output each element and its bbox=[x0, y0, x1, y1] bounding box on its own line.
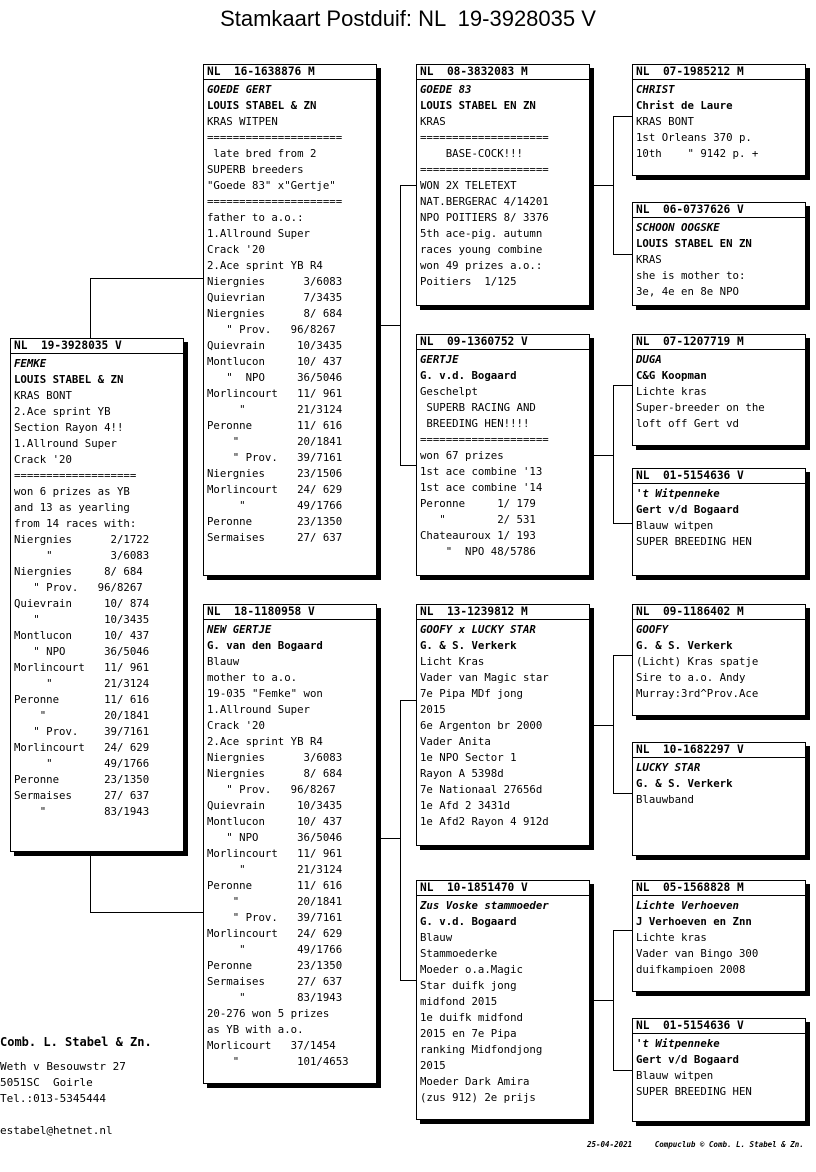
info-line: 3e, 4e en 8e NPO bbox=[636, 285, 739, 298]
info-line: father to a.o.: bbox=[207, 211, 304, 224]
ancestor-fff-card bbox=[632, 64, 806, 176]
footer-credit bbox=[587, 1140, 804, 1149]
info-line: 10th " 9142 p. + bbox=[636, 147, 759, 160]
info-line: " Prov. 96/8267 bbox=[207, 323, 336, 336]
info-line: WON 2X TELETEXT bbox=[420, 179, 517, 192]
info-line: Niergnies 3/6083 bbox=[207, 275, 343, 288]
info-line: KRAS bbox=[636, 253, 662, 266]
ring-number: NL 01-5154636 V bbox=[633, 1019, 805, 1034]
info-line: 1.Allround Super bbox=[207, 227, 310, 240]
info-line: midfond 2015 bbox=[420, 995, 498, 1008]
info-line: " 49/1766 bbox=[207, 943, 343, 956]
info-line: " 2/ 531 bbox=[420, 513, 536, 526]
info-line: " 101/4653 bbox=[207, 1055, 349, 1068]
connector bbox=[613, 655, 614, 793]
pigeon-name: 't Witpenneke bbox=[636, 487, 720, 500]
connector bbox=[90, 912, 203, 913]
info-line: NPO POITIERS 8/ 3376 bbox=[420, 211, 549, 224]
connector bbox=[90, 278, 91, 340]
owner-name: J Verhoeven en Znn bbox=[636, 915, 752, 928]
info-line: Murray:3rd^Prov.Ace bbox=[636, 687, 759, 700]
info-line: and 13 as yearling bbox=[14, 501, 130, 514]
info-line: Rayon A 5398d bbox=[420, 767, 504, 780]
ring-number: NL 19-3928035 V bbox=[11, 339, 183, 354]
info-line: " NPO 48/5786 bbox=[420, 545, 536, 558]
ring-number: NL 10-1682297 V bbox=[633, 743, 805, 758]
info-line: 1.Allround Super bbox=[14, 437, 117, 450]
ancestor-mfm-card bbox=[632, 742, 806, 856]
granddam-maternal-card bbox=[416, 880, 590, 1120]
card-body bbox=[417, 80, 589, 290]
info-line: Section Rayon 4!! bbox=[14, 421, 124, 434]
info-line: " 3/6083 bbox=[14, 549, 150, 562]
card-body bbox=[633, 1034, 805, 1100]
info-line: Blauw witpen bbox=[636, 519, 714, 532]
card-body bbox=[633, 80, 805, 162]
connector bbox=[380, 325, 400, 326]
info-line: 1e Afd2 Rayon 4 912d bbox=[420, 815, 549, 828]
info-line: " NPO 36/5046 bbox=[207, 831, 343, 844]
ancestor-mmf-card bbox=[632, 880, 806, 992]
info-line: BREEDING HEN!!!! bbox=[420, 417, 530, 430]
info-line: duifkampioen 2008 bbox=[636, 963, 746, 976]
info-line: Morlicourt 37/1454 bbox=[207, 1039, 336, 1052]
connector bbox=[593, 1000, 613, 1001]
breeder-phone: Tel.:013-5345444 bbox=[0, 1092, 106, 1105]
ring-number: NL 09-1360752 V bbox=[417, 335, 589, 350]
owner-name: G. & S. Verkerk bbox=[636, 639, 733, 652]
info-line: " 49/1766 bbox=[14, 757, 150, 770]
info-line: Geschelpt bbox=[420, 385, 478, 398]
info-line: late bred from 2 bbox=[207, 147, 317, 160]
pigeon-name: DUGA bbox=[636, 353, 662, 366]
connector bbox=[400, 465, 416, 466]
card-body bbox=[417, 896, 589, 1106]
info-line: Blauw bbox=[420, 931, 453, 944]
pigeon-name: CHRIST bbox=[636, 83, 675, 96]
connector bbox=[613, 116, 632, 117]
info-line: Quievrain 10/3435 bbox=[207, 799, 343, 812]
info-line: Quievrian 7/3435 bbox=[207, 291, 343, 304]
info-line: Lichte kras bbox=[636, 931, 707, 944]
breeder-street: Weth v Besouwstr 27 bbox=[0, 1060, 126, 1073]
card-body bbox=[417, 350, 589, 560]
connector bbox=[400, 700, 401, 980]
info-line: NAT.BERGERAC 4/14201 bbox=[420, 195, 549, 208]
owner-name: LOUIS STABEL & ZN bbox=[14, 373, 124, 386]
info-line: 7e Nationaal 27656d bbox=[420, 783, 543, 796]
page-title: Stamkaart Postduif: NL 19-3928035 V bbox=[220, 6, 596, 31]
pigeon-name: 't Witpenneke bbox=[636, 1037, 720, 1050]
card-body bbox=[204, 80, 376, 546]
info-line: (Licht) Kras spatje bbox=[636, 655, 759, 668]
info-line: Moeder Dark Amira bbox=[420, 1075, 530, 1088]
owner-name: G. van den Bogaard bbox=[207, 639, 323, 652]
info-line: Quievrain 10/ 874 bbox=[14, 597, 150, 610]
info-line: Sermaises 27/ 637 bbox=[14, 789, 150, 802]
info-line: 19-035 "Femke" won bbox=[207, 687, 323, 700]
info-line: Peronne 23/1350 bbox=[207, 515, 343, 528]
info-line: " 83/1943 bbox=[207, 991, 343, 1004]
ancestor-mff-card bbox=[632, 604, 806, 716]
info-line: 2.Ace sprint YB R4 bbox=[207, 259, 323, 272]
info-line: Crack '20 bbox=[14, 453, 72, 466]
info-line: 2.Ace sprint YB bbox=[14, 405, 111, 418]
connector bbox=[613, 385, 614, 523]
pigeon-name: Zus Voske stammoeder bbox=[420, 899, 549, 912]
info-line: 5th ace-pig. autumn bbox=[420, 227, 543, 240]
info-line: " 49/1766 bbox=[207, 499, 343, 512]
info-line: Crack '20 bbox=[207, 243, 265, 256]
pigeon-name: LUCKY STAR bbox=[636, 761, 701, 774]
info-line: " NPO 36/5046 bbox=[207, 371, 343, 384]
info-line: won 49 prizes a.o.: bbox=[420, 259, 543, 272]
connector bbox=[613, 655, 632, 656]
subject-card bbox=[10, 338, 184, 852]
info-line: 2015 bbox=[420, 703, 446, 716]
info-line: Moeder o.a.Magic bbox=[420, 963, 523, 976]
info-line: loft off Gert vd bbox=[636, 417, 739, 430]
info-line: (zus 912) 2e prijs bbox=[420, 1091, 536, 1104]
info-line: Star duifk jong bbox=[420, 979, 517, 992]
info-line: Blauw bbox=[207, 655, 240, 668]
connector bbox=[593, 455, 613, 456]
info-line: 1e NPO Sector 1 bbox=[420, 751, 517, 764]
card-body bbox=[417, 620, 589, 830]
info-line: Sire to a.o. Andy bbox=[636, 671, 746, 684]
connector bbox=[90, 852, 91, 912]
info-line: from 14 races with: bbox=[14, 517, 137, 530]
info-line: " Prov. 39/7161 bbox=[207, 451, 343, 464]
info-line: 20-276 won 5 prizes bbox=[207, 1007, 330, 1020]
ancestor-ffm-card bbox=[632, 202, 806, 306]
info-line: " Prov. 39/7161 bbox=[14, 725, 150, 738]
info-line: Blauw witpen bbox=[636, 1069, 714, 1082]
info-line: Morlincourt 11/ 961 bbox=[207, 847, 343, 860]
connector bbox=[613, 1070, 632, 1071]
info-line: SUPER BREEDING HEN bbox=[636, 1085, 752, 1098]
info-line: " 83/1943 bbox=[14, 805, 150, 818]
info-line: " 20/1841 bbox=[207, 895, 343, 908]
card-body bbox=[633, 620, 805, 702]
card-body bbox=[633, 350, 805, 432]
info-line: Chateauroux 1/ 193 bbox=[420, 529, 536, 542]
owner-name: G. v.d. Bogaard bbox=[420, 369, 517, 382]
connector bbox=[613, 930, 632, 931]
owner-name: G. v.d. Bogaard bbox=[420, 915, 517, 928]
info-line: Morlincourt 11/ 961 bbox=[207, 387, 343, 400]
connector bbox=[613, 523, 632, 524]
connector bbox=[90, 278, 203, 279]
info-line: 6e Argenton br 2000 bbox=[420, 719, 543, 732]
owner-name: LOUIS STABEL EN ZN bbox=[420, 99, 536, 112]
info-line: ===================== bbox=[207, 195, 343, 208]
ring-number: NL 13-1239812 M bbox=[417, 605, 589, 620]
info-line: Sermaises 27/ 637 bbox=[207, 531, 343, 544]
info-line: Peronne 11/ 616 bbox=[207, 879, 343, 892]
info-line: ==================== bbox=[420, 163, 549, 176]
connector bbox=[380, 838, 400, 839]
card-body bbox=[633, 896, 805, 978]
info-line: KRAS BONT bbox=[14, 389, 72, 402]
info-line: " 20/1841 bbox=[14, 709, 150, 722]
owner-name: C&G Koopman bbox=[636, 369, 707, 382]
info-line: Niergnies 2/1722 bbox=[14, 533, 150, 546]
card-body bbox=[204, 620, 376, 1070]
ring-number: NL 08-3832083 M bbox=[417, 65, 589, 80]
info-line: 2.Ace sprint YB R4 bbox=[207, 735, 323, 748]
info-line: Niergnies 8/ 684 bbox=[207, 307, 343, 320]
info-line: SUPERB breeders bbox=[207, 163, 304, 176]
info-line: 2015 bbox=[420, 1059, 446, 1072]
info-line: Morlincourt 24/ 629 bbox=[207, 927, 343, 940]
mother-card bbox=[203, 604, 377, 1084]
info-line: Vader Anita bbox=[420, 735, 491, 748]
info-line: races young combine bbox=[420, 243, 543, 256]
info-line: Stammoederke bbox=[420, 947, 498, 960]
pigeon-name: NEW GERTJE bbox=[207, 623, 272, 636]
info-line: ranking Midfondjong bbox=[420, 1043, 543, 1056]
connector bbox=[400, 185, 401, 465]
pigeon-name: GOEDE GERT bbox=[207, 83, 272, 96]
info-line: 7e Pipa MDf jong bbox=[420, 687, 523, 700]
info-line: as YB with a.o. bbox=[207, 1023, 304, 1036]
info-line: Peronne 11/ 616 bbox=[14, 693, 150, 706]
info-line: Niergnies 8/ 684 bbox=[14, 565, 143, 578]
info-line: Crack '20 bbox=[207, 719, 265, 732]
info-line: Licht Kras bbox=[420, 655, 485, 668]
info-line: Morlincourt 11/ 961 bbox=[14, 661, 150, 674]
info-line: won 6 prizes as YB bbox=[14, 485, 130, 498]
info-line: KRAS WITPEN bbox=[207, 115, 278, 128]
owner-name: Gert v/d Bogaard bbox=[636, 503, 739, 516]
ring-number: NL 05-1568828 M bbox=[633, 881, 805, 896]
ring-number: NL 01-5154636 V bbox=[633, 469, 805, 484]
ring-number: NL 10-1851470 V bbox=[417, 881, 589, 896]
pigeon-name: GOOFY bbox=[636, 623, 669, 636]
info-line: 1st ace combine '13 bbox=[420, 465, 543, 478]
info-line: Peronne 11/ 616 bbox=[207, 419, 343, 432]
ancestor-mmm-card bbox=[632, 1018, 806, 1122]
info-line: SUPERB RACING AND bbox=[420, 401, 536, 414]
info-line: Morlincourt 24/ 629 bbox=[14, 741, 150, 754]
ring-number: NL 16-1638876 M bbox=[204, 65, 376, 80]
owner-name: G. & S. Verkerk bbox=[420, 639, 517, 652]
info-line: Vader van Magic star bbox=[420, 671, 549, 684]
info-line: " 21/3124 bbox=[207, 403, 343, 416]
info-line: 2015 en 7e Pipa bbox=[420, 1027, 517, 1040]
ring-number: NL 06-0737626 V bbox=[633, 203, 805, 218]
info-line: =================== bbox=[14, 469, 137, 482]
info-line: Lichte kras bbox=[636, 385, 707, 398]
breeder-city: 5051SC Goirle bbox=[0, 1076, 93, 1089]
connector bbox=[400, 700, 416, 701]
info-line: Montlucon 10/ 437 bbox=[207, 355, 343, 368]
info-line: " 10/3435 bbox=[14, 613, 150, 626]
footer-date: 25-04-2021 bbox=[587, 1140, 633, 1149]
owner-name: Christ de Laure bbox=[636, 99, 733, 112]
info-line: "Goede 83" x"Gertje" bbox=[207, 179, 336, 192]
info-line: " Prov. 96/8267 bbox=[14, 581, 143, 594]
breeder-email: estabel@hetnet.nl bbox=[0, 1124, 113, 1137]
info-line: " Prov. 39/7161 bbox=[207, 911, 343, 924]
owner-name: G. & S. Verkerk bbox=[636, 777, 733, 790]
connector bbox=[593, 725, 613, 726]
owner-name: LOUIS STABEL EN ZN bbox=[636, 237, 752, 250]
info-line: " 20/1841 bbox=[207, 435, 343, 448]
granddam-paternal-card bbox=[416, 334, 590, 576]
ancestor-fmm-card bbox=[632, 468, 806, 576]
owner-name: LOUIS STABEL & ZN bbox=[207, 99, 317, 112]
pigeon-name: GOOFY x LUCKY STAR bbox=[420, 623, 536, 636]
connector bbox=[593, 185, 613, 186]
info-line: 1.Allround Super bbox=[207, 703, 310, 716]
info-line: Super-breeder on the bbox=[636, 401, 765, 414]
info-line: 1st ace combine '14 bbox=[420, 481, 543, 494]
connector bbox=[613, 930, 614, 1070]
footer-credit-text: Compuclub © Comb. L. Stabel & Zn. bbox=[654, 1140, 804, 1149]
connector bbox=[400, 980, 416, 981]
pigeon-name: GOEDE 83 bbox=[420, 83, 472, 96]
info-line: Montlucon 10/ 437 bbox=[207, 815, 343, 828]
connector bbox=[613, 254, 632, 255]
breeder-name: Comb. L. Stabel & Zn. bbox=[0, 1035, 152, 1049]
info-line: Quievrain 10/3435 bbox=[207, 339, 343, 352]
info-line: BASE-COCK!!! bbox=[420, 147, 523, 160]
grandsire-paternal-card bbox=[416, 64, 590, 306]
info-line: Morlincourt 24/ 629 bbox=[207, 483, 343, 496]
ring-number: NL 09-1186402 M bbox=[633, 605, 805, 620]
card-body bbox=[11, 354, 183, 820]
card-body bbox=[633, 218, 805, 300]
info-line: KRAS BONT bbox=[636, 115, 694, 128]
father-card bbox=[203, 64, 377, 576]
info-line: 1e Afd 2 3431d bbox=[420, 799, 511, 812]
info-line: " NPO 36/5046 bbox=[14, 645, 150, 658]
info-line: SUPER BREEDING HEN bbox=[636, 535, 752, 548]
info-line: Peronne 23/1350 bbox=[207, 959, 343, 972]
info-line: 1e duifk midfond bbox=[420, 1011, 523, 1024]
ring-number: NL 07-1985212 M bbox=[633, 65, 805, 80]
grandsire-maternal-card bbox=[416, 604, 590, 846]
info-line: Niergnies 23/1506 bbox=[207, 467, 343, 480]
info-line: " 21/3124 bbox=[207, 863, 343, 876]
info-line: ==================== bbox=[420, 433, 549, 446]
ancestor-fmf-card bbox=[632, 334, 806, 446]
ring-number: NL 18-1180958 V bbox=[204, 605, 376, 620]
pigeon-name: GERTJE bbox=[420, 353, 459, 366]
connector bbox=[400, 185, 416, 186]
info-line: " Prov. 96/8267 bbox=[207, 783, 336, 796]
pigeon-name: SCHOON OOGSKE bbox=[636, 221, 720, 234]
info-line: 1st Orleans 370 p. bbox=[636, 131, 752, 144]
info-line: ===================== bbox=[207, 131, 343, 144]
info-line: Montlucon 10/ 437 bbox=[14, 629, 150, 642]
info-line: Niergnies 3/6083 bbox=[207, 751, 343, 764]
connector bbox=[613, 116, 614, 254]
info-line: Blauwband bbox=[636, 793, 694, 806]
info-line: mother to a.o. bbox=[207, 671, 298, 684]
ring-number: NL 07-1207719 M bbox=[633, 335, 805, 350]
info-line: won 67 prizes bbox=[420, 449, 504, 462]
pigeon-name: Lichte Verhoeven bbox=[636, 899, 739, 912]
connector bbox=[613, 385, 632, 386]
info-line: KRAS bbox=[420, 115, 446, 128]
card-body bbox=[633, 758, 805, 808]
info-line: Niergnies 8/ 684 bbox=[207, 767, 343, 780]
info-line: Peronne 1/ 179 bbox=[420, 497, 536, 510]
card-body bbox=[633, 484, 805, 550]
connector bbox=[613, 793, 632, 794]
info-line: Sermaises 27/ 637 bbox=[207, 975, 343, 988]
info-line: " 21/3124 bbox=[14, 677, 150, 690]
info-line: ==================== bbox=[420, 131, 549, 144]
info-line: she is mother to: bbox=[636, 269, 746, 282]
pigeon-name: FEMKE bbox=[14, 357, 47, 370]
info-line: Poitiers 1/125 bbox=[420, 275, 517, 288]
info-line: Peronne 23/1350 bbox=[14, 773, 150, 786]
owner-name: Gert v/d Bogaard bbox=[636, 1053, 739, 1066]
info-line: Vader van Bingo 300 bbox=[636, 947, 759, 960]
